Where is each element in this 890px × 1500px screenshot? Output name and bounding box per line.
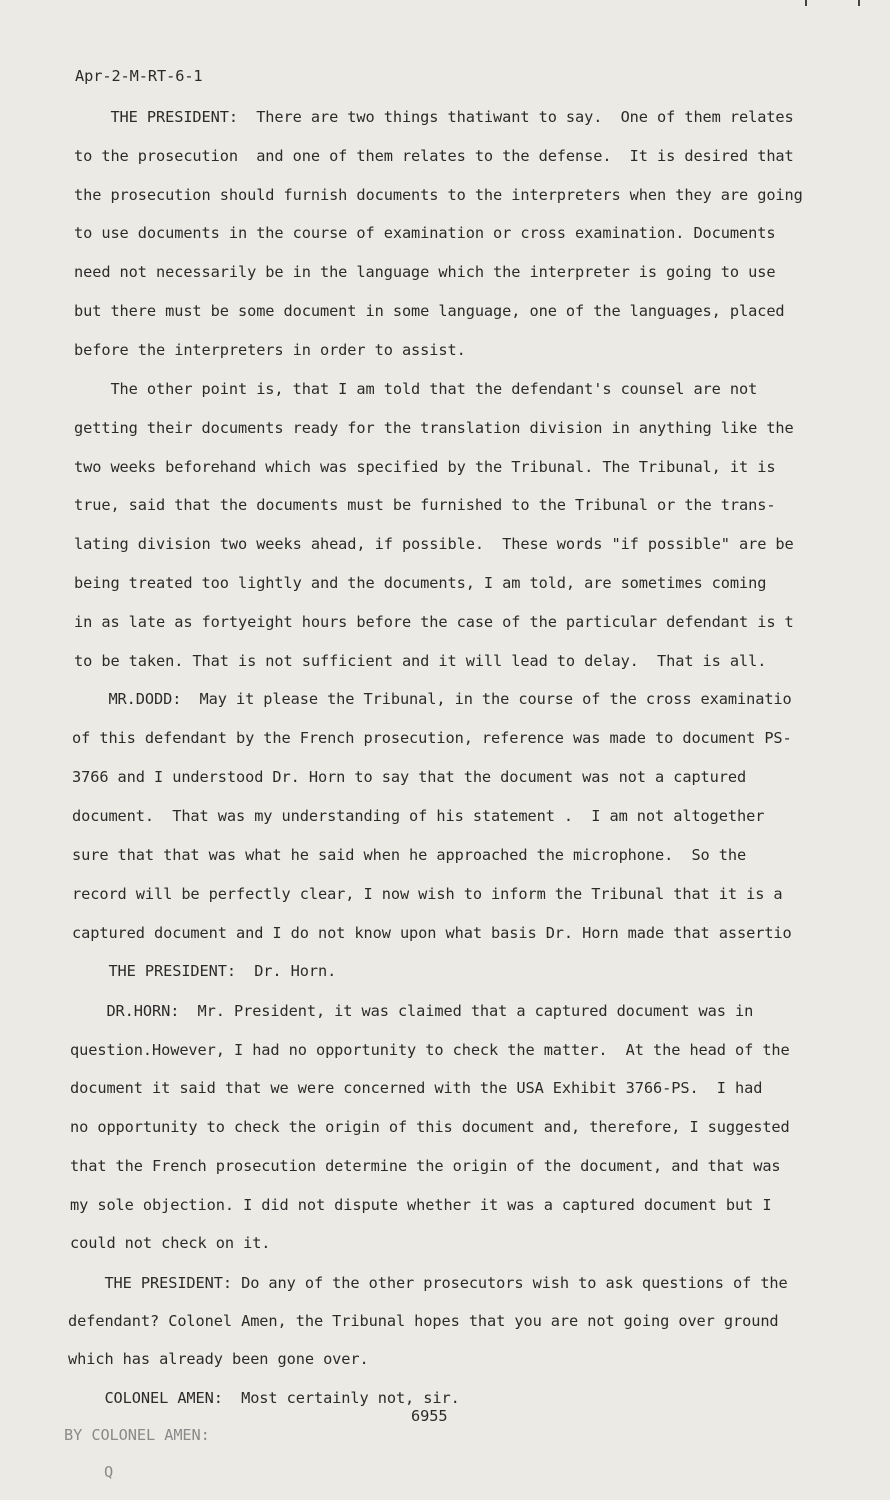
text-line: COLONEL AMEN: Most certainly not, sir.: [68, 1389, 460, 1407]
text-line: my sole objection. I did not dispute whether it was a captured document but I: [70, 1196, 772, 1214]
text-line: DR.HORN: Mr. President, it was claimed that a captured document was in: [70, 1002, 754, 1020]
text-line: need not necessarily be in the language which the interpreter is going to use: [74, 263, 776, 281]
text-line: to use documents in the course of examination or cross examination. Documents: [74, 224, 776, 242]
scan-mark: [805, 0, 807, 6]
text-line: to the prosecution and one of them relates to the defense. It is desired that: [74, 147, 794, 165]
text-line: captured document and I do not know upon what basis Dr. Horn made that assertio: [72, 924, 792, 942]
question-marker: Q: [104, 1463, 114, 1481]
page-header-ref: Apr-2-M-RT-6-1: [75, 67, 203, 85]
section-heading: BY COLONEL AMEN:: [64, 1426, 210, 1444]
text-line: which has already been gone over.: [68, 1350, 369, 1368]
text-line: but there must be some document in some language, one of the languages, placed: [74, 302, 785, 320]
text-line: question.However, I had no opportunity to check the matter. At the head of the: [70, 1041, 790, 1059]
text-line: the prosecution should furnish documents to the interpreters when they are going: [74, 186, 803, 204]
text-line: of this defendant by the French prosecution, reference was made to document PS-: [72, 729, 792, 747]
text-line: to be taken. That is not sufficient and it will lead to delay. That is all.: [74, 652, 767, 670]
text-line: THE PRESIDENT: There are two things thatiwant to say. One of them relates: [74, 108, 794, 126]
text-line: The other point is, that I am told that the defendant's counsel are not: [74, 380, 758, 398]
text-line: no opportunity to check the origin of this document and, therefore, I suggested: [70, 1118, 790, 1136]
text-line: 3766 and I understood Dr. Horn to say that the document was not a captured: [72, 768, 747, 786]
scan-mark: [858, 0, 860, 6]
text-line: sure that that was what he said when he approached the microphone. So the: [72, 846, 747, 864]
page-number: 6955: [411, 1407, 448, 1425]
text-line: in as late as fortyeight hours before the case of the particular defendant is t: [74, 613, 794, 631]
text-line: document it said that we were concerned with the USA Exhibit 3766-PS. I had: [70, 1079, 763, 1097]
text-line: THE PRESIDENT: Do any of the other prosecutors wish to ask questions of the: [68, 1274, 788, 1292]
text-line: lating division two weeks ahead, if possible. These words "if possible" are be: [74, 535, 794, 553]
text-line: two weeks beforehand which was specified by the Tribunal. The Tribunal, it is: [74, 458, 776, 476]
text-line: defendant? Colonel Amen, the Tribunal hopes that you are not going over ground: [68, 1312, 779, 1330]
text-line: that the French prosecution determine the origin of the document, and that was: [70, 1157, 781, 1175]
text-line: MR.DODD: May it please the Tribunal, in the course of the cross examinatio: [72, 690, 792, 708]
text-line: before the interpreters in order to assist.: [74, 341, 466, 359]
text-line: being treated too lightly and the documents, I am told, are sometimes coming: [74, 574, 767, 592]
text-line: getting their documents ready for the translation division in anything like the: [74, 419, 794, 437]
text-line: true, said that the documents must be furnished to the Tribunal or the trans-: [74, 496, 776, 514]
text-line: record will be perfectly clear, I now wish to inform the Tribunal that it is a: [72, 885, 783, 903]
text-line: could not check on it.: [70, 1234, 271, 1252]
text-line: document. That was my understanding of his statement . I am not altogether: [72, 807, 765, 825]
text-line: THE PRESIDENT: Dr. Horn.: [72, 962, 337, 980]
